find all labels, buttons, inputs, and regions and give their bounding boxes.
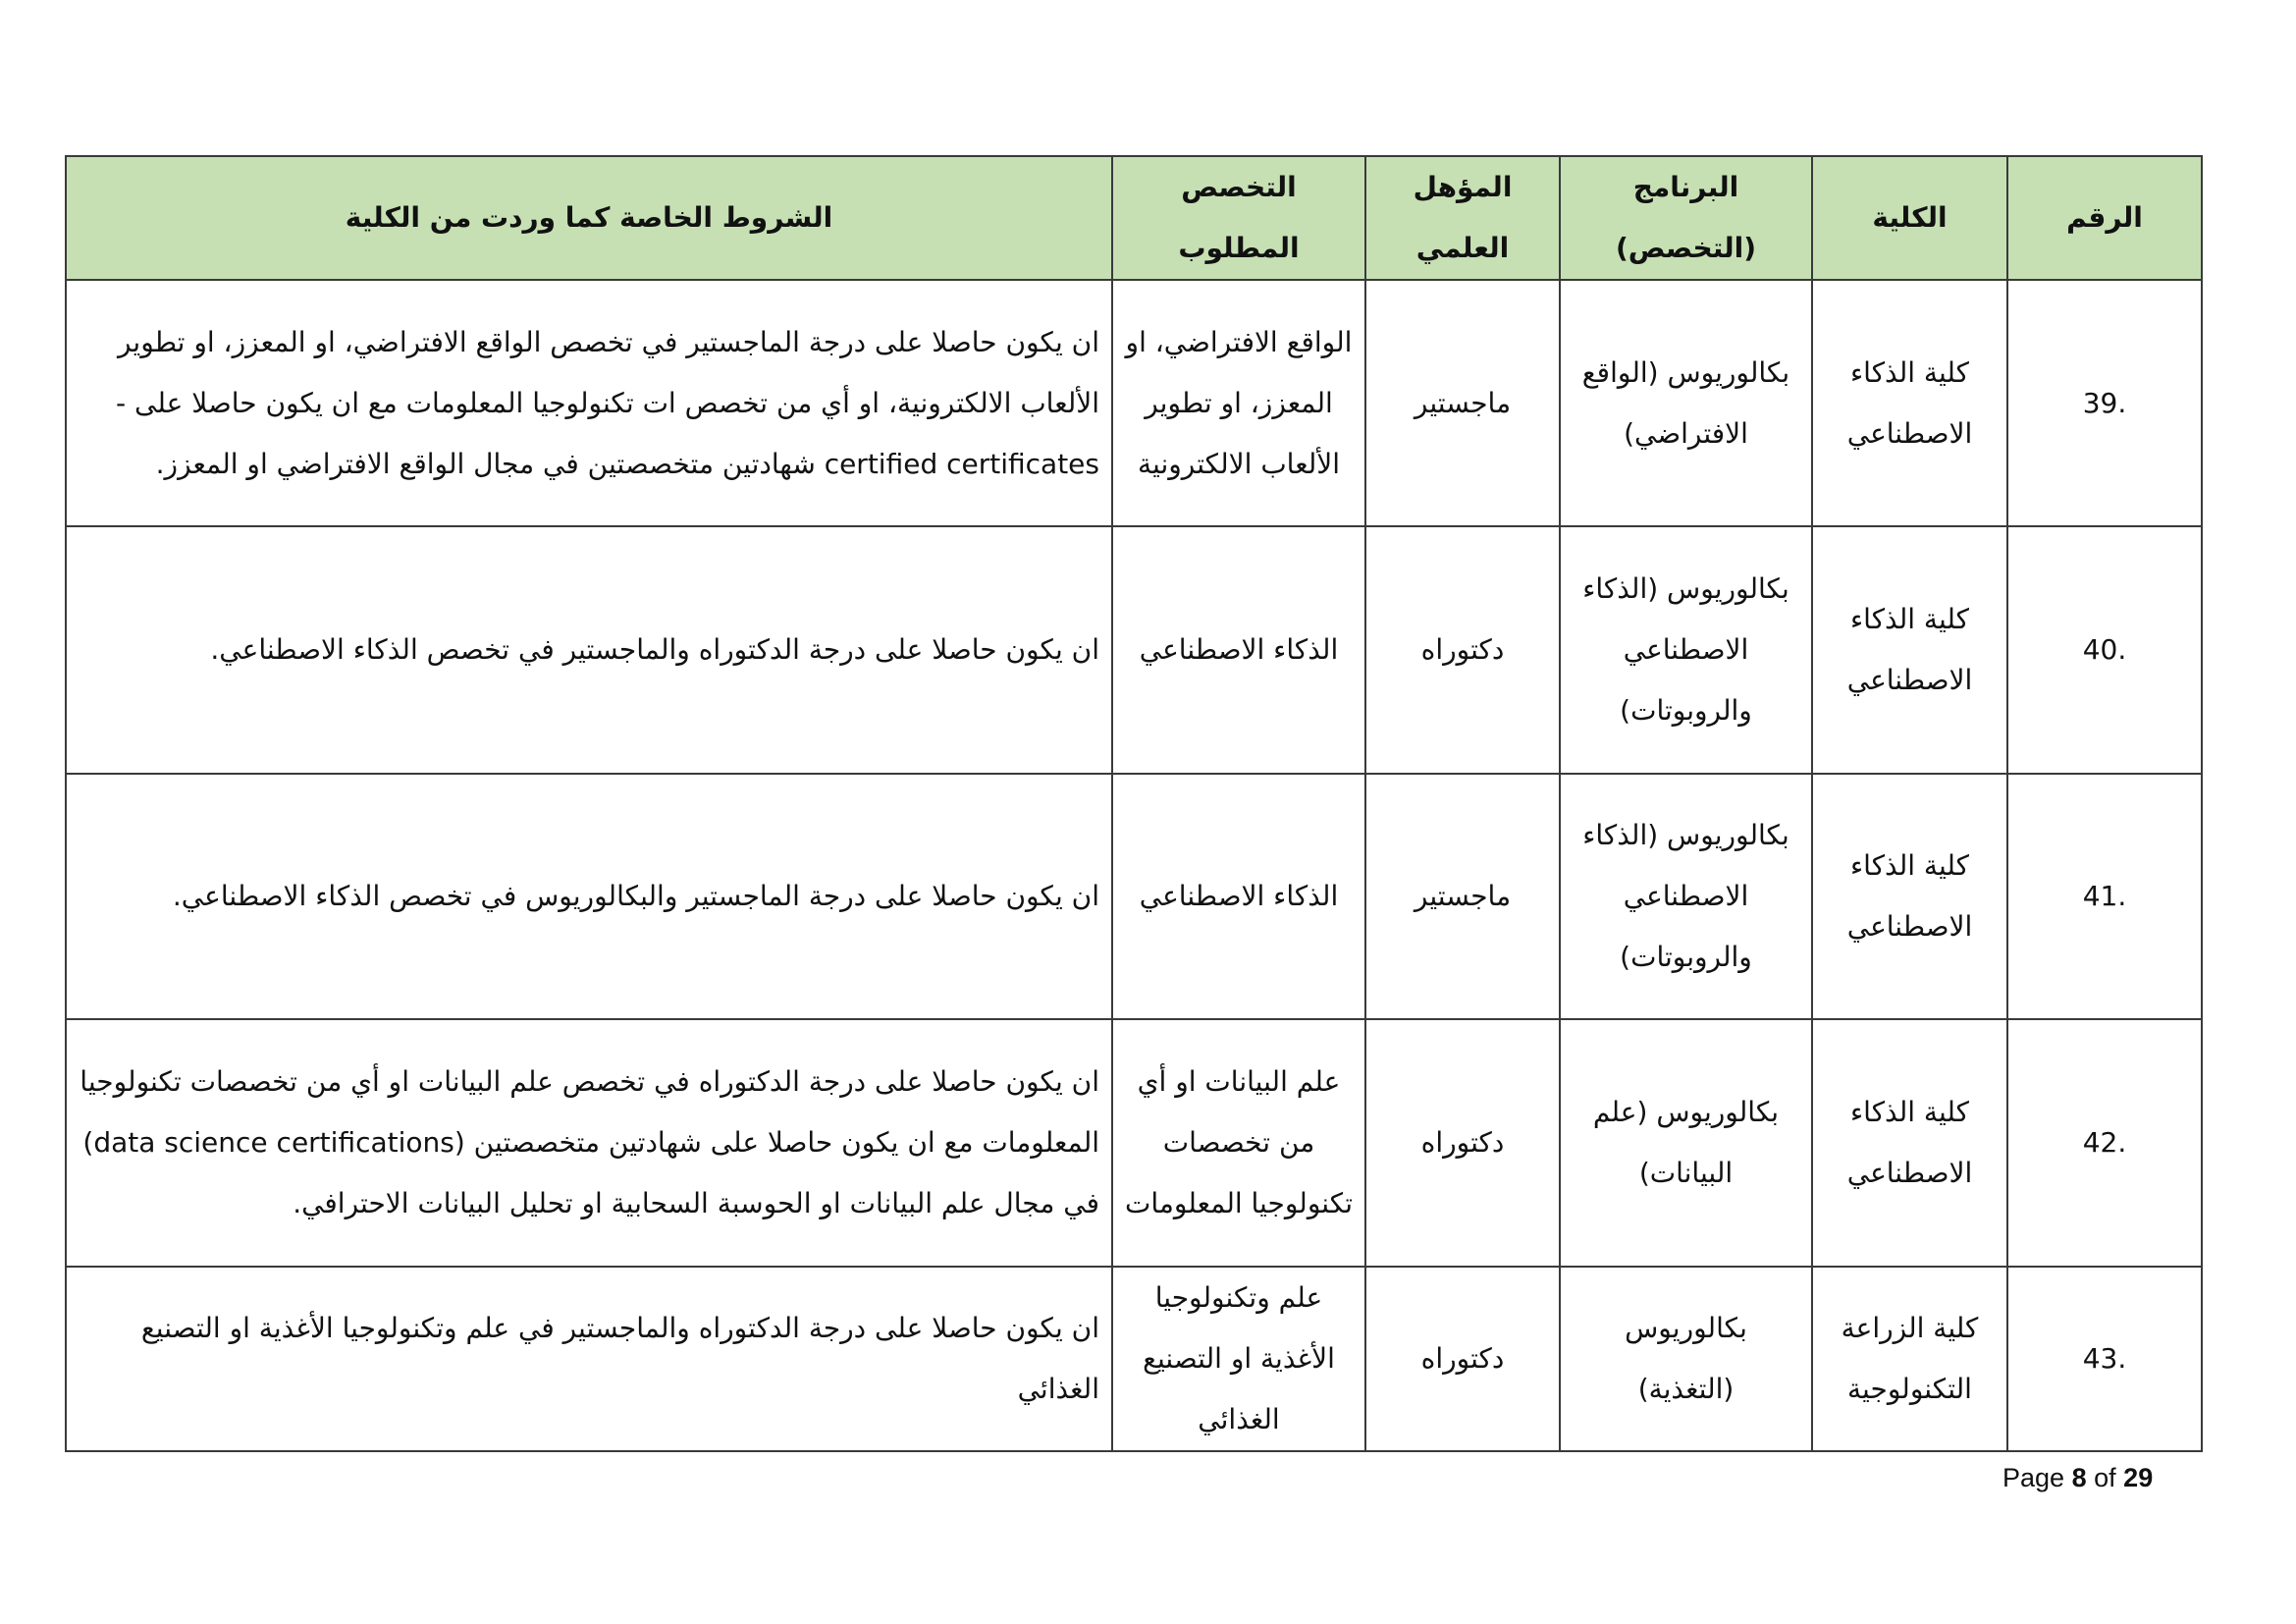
cell-program: بكالوريوس (التغذية) bbox=[1560, 1267, 1812, 1451]
table-row bbox=[66, 526, 2202, 774]
header-conditions: الشروط الخاصة كما وردت من الكلية bbox=[66, 156, 1112, 280]
cell-row-number: 39. bbox=[2007, 280, 2202, 526]
of-label: of bbox=[2094, 1463, 2116, 1492]
cell-program: بكالوريوس (الواقع الافتراضي) bbox=[1560, 280, 1812, 526]
cell-qualification: دكتوراه bbox=[1365, 1019, 1560, 1267]
cell-qualification: دكتوراه bbox=[1365, 526, 1560, 774]
cell-college: كلية الذكاء الاصطناعي bbox=[1812, 280, 2007, 526]
header-number: الرقم bbox=[2007, 156, 2202, 280]
cell-college: كلية الذكاء الاصطناعي bbox=[1812, 526, 2007, 774]
positions-table bbox=[65, 155, 2203, 1452]
cell-row-number: 41. bbox=[2007, 774, 2202, 1019]
cell-conditions: ان يكون حاصلا على درجة الماجستير والبكالوريوس في تخصص الذكاء الاصطناعي. bbox=[66, 774, 1112, 1019]
cell-college: كلية الزراعة التكنولوجية bbox=[1812, 1267, 2007, 1451]
total-pages: 29 bbox=[2123, 1463, 2154, 1492]
cell-program: بكالوريوس (علم البيانات) bbox=[1560, 1019, 1812, 1267]
cell-row-number: 42. bbox=[2007, 1019, 2202, 1267]
cell-program: بكالوريوس (الذكاء الاصطناعي والروبوتات) bbox=[1560, 774, 1812, 1019]
table-row bbox=[66, 1267, 2202, 1451]
cell-row-number: 40. bbox=[2007, 526, 2202, 774]
cell-specialization: الذكاء الاصطناعي bbox=[1112, 774, 1365, 1019]
table-row bbox=[66, 280, 2202, 526]
cell-college: كلية الذكاء الاصطناعي bbox=[1812, 1019, 2007, 1267]
table-row bbox=[66, 1019, 2202, 1267]
header-specialization: التخصص المطلوب bbox=[1112, 156, 1365, 280]
cell-qualification: ماجستير bbox=[1365, 774, 1560, 1019]
cell-conditions: ان يكون حاصلا على درجة الدكتوراه في تخصص علم البيانات او أي من تخصصات تكنولوجيا المعلومات مع ان يكون حاصلا على شهادتين متخصصتين (data science certifications) في مجال علم البيانات او الحوسبة السحابية او تحليل البيانات الاحترافي. bbox=[66, 1019, 1112, 1267]
cell-specialization: الواقع الافتراضي، او المعزز، او تطوير الألعاب الالكترونية bbox=[1112, 280, 1365, 526]
page-number bbox=[2002, 1463, 2153, 1493]
header-qualification: المؤهل العلمي bbox=[1365, 156, 1560, 280]
cell-specialization: علم البيانات او أي من تخصصات تكنولوجيا المعلومات bbox=[1112, 1019, 1365, 1267]
cell-specialization: الذكاء الاصطناعي bbox=[1112, 526, 1365, 774]
table-header-row bbox=[66, 156, 2202, 280]
header-program: البرنامج (التخصص) bbox=[1560, 156, 1812, 280]
cell-qualification: ماجستير bbox=[1365, 280, 1560, 526]
cell-qualification: دكتوراه bbox=[1365, 1267, 1560, 1451]
current-page: 8 bbox=[2071, 1463, 2087, 1492]
cell-conditions: ان يكون حاصلا على درجة الماجستير في تخصص الواقع الافتراضي، او المعزز، او تطوير الألعاب الالكترونية، او أي من تخصص ات تكنولوجيا المعلومات مع ان يكون حاصلا على - certified certificates شهادتين متخصصتين في مجال الواقع الافتراضي او المعزز. bbox=[66, 280, 1112, 526]
page-label: Page bbox=[2002, 1463, 2065, 1492]
header-college: الكلية bbox=[1812, 156, 2007, 280]
cell-specialization: علم وتكنولوجيا الأغذية او التصنيع الغذائي bbox=[1112, 1267, 1365, 1451]
cell-college: كلية الذكاء الاصطناعي bbox=[1812, 774, 2007, 1019]
cell-row-number: 43. bbox=[2007, 1267, 2202, 1451]
cell-conditions: ان يكون حاصلا على درجة الدكتوراه والماجستير في تخصص الذكاء الاصطناعي. bbox=[66, 526, 1112, 774]
table-row bbox=[66, 774, 2202, 1019]
cell-conditions: ان يكون حاصلا على درجة الدكتوراه والماجستير في علم وتكنولوجيا الأغذية او التصنيع الغذائي bbox=[66, 1267, 1112, 1451]
cell-program: بكالوريوس (الذكاء الاصطناعي والروبوتات) bbox=[1560, 526, 1812, 774]
